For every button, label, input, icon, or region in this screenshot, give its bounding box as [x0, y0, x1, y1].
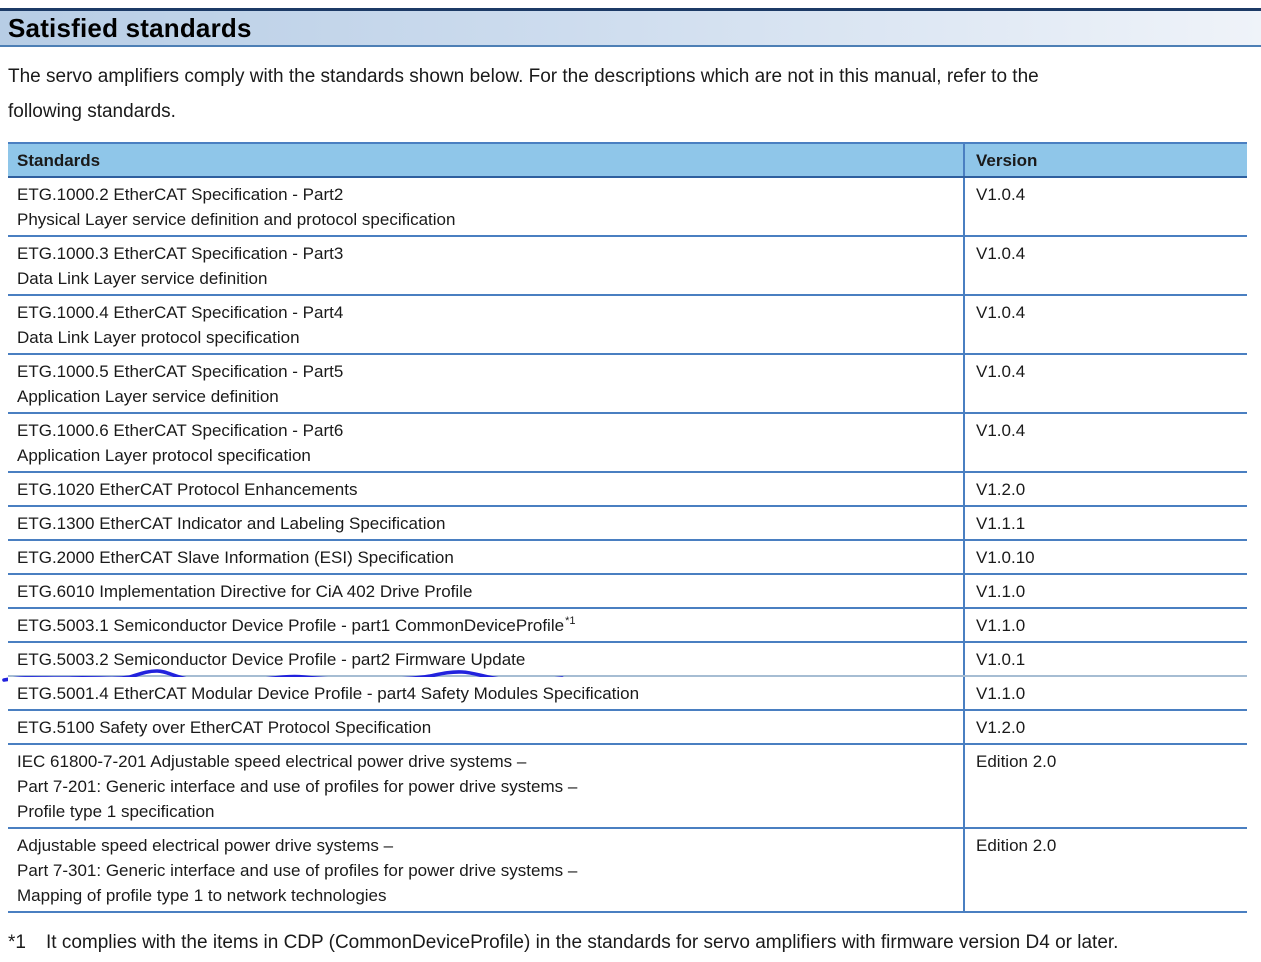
- table-body: [8, 178, 1247, 913]
- footnote: [8, 930, 1253, 956]
- version-cell: V1.1.1: [963, 507, 1247, 539]
- table-row: [8, 355, 1247, 414]
- standard-cell: [8, 829, 963, 911]
- version-cell: V1.1.0: [963, 609, 1247, 641]
- header-cell-standards: Standards: [17, 151, 101, 170]
- standard-cell: [8, 643, 963, 675]
- standard-line: ETG.5001.4 EtherCAT Modular Device Profile - part4 Safety Modules Specification: [17, 684, 640, 703]
- standard-line: Physical Layer service definition and protocol specification: [17, 210, 456, 229]
- standard-cell: [8, 355, 963, 412]
- standard-cell: [8, 609, 963, 641]
- standard-line: ETG.1020 EtherCAT Protocol Enhancements: [17, 480, 358, 499]
- standard-line: Part 7-301: Generic interface and use of profiles for power drive systems –: [17, 861, 578, 880]
- standard-line: ETG.2000 EtherCAT Slave Information (ESI) Specification: [17, 548, 454, 567]
- table-row: [8, 473, 1247, 507]
- standard-line: Data Link Layer protocol specification: [17, 328, 300, 347]
- version-cell: V1.2.0: [963, 711, 1247, 743]
- section-title-bar: [0, 8, 1261, 47]
- standard-cell: [8, 541, 963, 573]
- footnote-reference: *1: [565, 615, 576, 628]
- standard-cell: [8, 575, 963, 607]
- version-cell: Edition 2.0: [963, 745, 1247, 827]
- standard-line: IEC 61800-7-201 Adjustable speed electrical power drive systems –: [17, 752, 527, 771]
- standard-cell: [8, 745, 963, 827]
- standard-line: Mapping of profile type 1 to network technologies: [17, 886, 387, 905]
- table-row: [8, 711, 1247, 745]
- standard-line: ETG.6010 Implementation Directive for CiA 402 Drive Profile: [17, 582, 473, 601]
- footnote-marker: *1: [8, 932, 26, 953]
- standard-line: ETG.1000.5 EtherCAT Specification - Part5: [17, 362, 344, 381]
- intro-line: following standards.: [8, 101, 176, 122]
- version-cell: V1.0.4: [963, 296, 1247, 353]
- standard-line: ETG.1300 EtherCAT Indicator and Labeling Specification: [17, 514, 446, 533]
- table-row: [8, 745, 1247, 829]
- intro-line: The servo amplifiers comply with the standards shown below. For the descriptions which are not in this manual, refer to the: [8, 66, 1039, 87]
- version-cell: V1.1.0: [963, 677, 1247, 709]
- standard-line: Application Layer protocol specification: [17, 446, 311, 465]
- standard-line: ETG.5003.2 Semiconductor Device Profile - part2 Firmware Update: [17, 650, 526, 669]
- header-cell-version: Version: [963, 144, 1247, 176]
- standard-cell: [8, 237, 963, 294]
- standard-line: Data Link Layer service definition: [17, 269, 268, 288]
- table-row: [8, 541, 1247, 575]
- table-row: [8, 575, 1247, 609]
- standard-line: Profile type 1 specification: [17, 802, 215, 821]
- version-cell: V1.0.4: [963, 414, 1247, 471]
- standard-cell: [8, 507, 963, 539]
- table-row: [8, 643, 1247, 677]
- standard-cell: [8, 414, 963, 471]
- standard-line: ETG.5100 Safety over EtherCAT Protocol Specification: [17, 718, 432, 737]
- standard-cell: [8, 711, 963, 743]
- version-cell: V1.0.10: [963, 541, 1247, 573]
- table-row: [8, 237, 1247, 296]
- standard-line: ETG.1000.6 EtherCAT Specification - Part6: [17, 421, 344, 440]
- version-cell: V1.1.0: [963, 575, 1247, 607]
- table-row: [8, 507, 1247, 541]
- standard-line: ETG.5003.1 Semiconductor Device Profile - part1 CommonDeviceProfile$^{*1}$: [17, 615, 576, 635]
- standard-cell: [8, 296, 963, 353]
- version-cell: V1.2.0: [963, 473, 1247, 505]
- version-cell: Edition 2.0: [963, 829, 1247, 911]
- version-cell: V1.0.4: [963, 178, 1247, 235]
- table-row: [8, 677, 1247, 711]
- table-header-row: [8, 144, 1247, 178]
- table-row: [8, 296, 1247, 355]
- standard-line: ETG.1000.3 EtherCAT Specification - Part3: [17, 244, 344, 263]
- intro-paragraph: [8, 59, 1253, 129]
- version-cell: V1.0.4: [963, 237, 1247, 294]
- standards-table: [8, 142, 1247, 913]
- standard-cell: [8, 473, 963, 505]
- standard-line: ETG.1000.2 EtherCAT Specification - Part2: [17, 185, 344, 204]
- table-row: [8, 414, 1247, 473]
- footnote-text: It complies with the items in CDP (CommonDeviceProfile) in the standards for servo amplifiers with firmware version D4 or later.: [46, 932, 1119, 953]
- standard-line: ETG.1000.4 EtherCAT Specification - Part4: [17, 303, 344, 322]
- standard-line: Application Layer service definition: [17, 387, 279, 406]
- standard-line: Part 7-201: Generic interface and use of profiles for power drive systems –: [17, 777, 578, 796]
- standard-cell: [8, 178, 963, 235]
- version-cell: V1.0.1: [963, 643, 1247, 675]
- page-title: Satisfied standards: [8, 12, 252, 43]
- standard-cell: [8, 677, 963, 709]
- standard-line: Adjustable speed electrical power drive systems –: [17, 836, 394, 855]
- version-cell: V1.0.4: [963, 355, 1247, 412]
- table-row: [8, 829, 1247, 913]
- table-row: [8, 178, 1247, 237]
- table-row: [8, 609, 1247, 643]
